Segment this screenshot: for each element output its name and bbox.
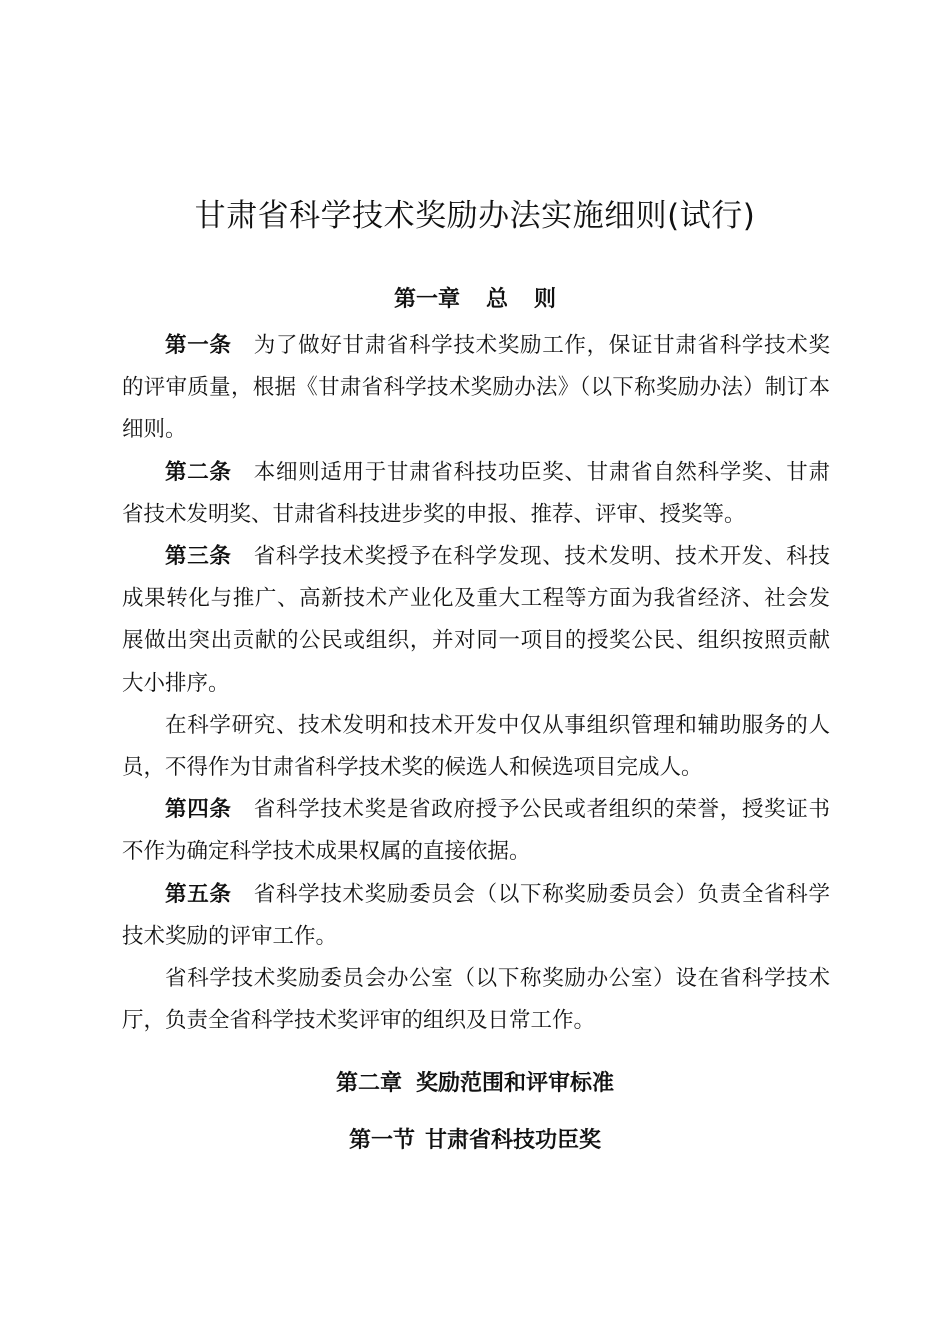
article-1-paragraph	[122, 325, 830, 452]
article-5-continuation	[122, 958, 830, 1042]
article-2-paragraph	[122, 452, 830, 536]
chapter-1-number: 第一章	[393, 287, 460, 312]
document-title: 甘肃省科学技术奖励办法实施细则(试行)	[194, 198, 756, 234]
section-1-name: 甘肃省科技功臣奖	[425, 1128, 602, 1153]
document-body	[122, 325, 830, 1042]
article-text: 在科学研究、技术发明和技术开发中仅从事组织管理和辅助服务的人员，不得作为甘肃省科学技术奖的候选人和候选项目完成人。	[122, 712, 830, 781]
article-text: 省科学技术奖授予在科学发现、技术发明、技术开发、科技成果转化与推广、高新技术产业化及重大工程等方面为我省经济、社会发展做出突出贡献的公民或组织，并对同一项目的授奖公民、组织按照贡献大小排序。	[122, 544, 830, 696]
chapter-1-name: 总	[485, 287, 508, 312]
section-1-heading	[0, 1126, 950, 1156]
article-label: 第一条	[165, 333, 232, 358]
article-label: 第三条	[165, 544, 232, 570]
article-label: 第四条	[165, 797, 232, 823]
article-4-paragraph	[122, 789, 830, 873]
article-label: 第五条	[165, 881, 232, 907]
chapter-1-name-2: 则	[534, 287, 557, 312]
article-text: 省科学技术奖是省政府授予公民或者组织的荣誉，授奖证书不作为确定科学技术成果权属的直接依据。	[122, 797, 830, 865]
article-3-paragraph	[122, 536, 830, 705]
section-1-number: 第一节	[348, 1128, 415, 1153]
chapter-1-heading	[0, 285, 950, 315]
chapter-2-heading	[0, 1069, 950, 1099]
article-text: 省科学技术奖励委员会（以下称奖励委员会）负责全省科学技术奖励的评审工作。	[122, 881, 830, 949]
article-5-paragraph	[122, 874, 830, 958]
chapter-2-number: 第二章	[335, 1071, 402, 1096]
article-text: 本细则适用于甘肃省科技功臣奖、甘肃省自然科学奖、甘肃省技术发明奖、甘肃省科技进步奖的申报、推荐、评审、授奖等。	[122, 459, 830, 527]
article-3-continuation	[122, 705, 830, 789]
article-text: 为了做好甘肃省科学技术奖励工作，保证甘肃省科学技术奖的评审质量，根据《甘肃省科学技术奖励办法》（以下称奖励办法）制订本细则。	[122, 333, 830, 443]
article-label: 第二条	[165, 459, 232, 485]
chapter-2-name: 奖励范围和评审标准	[416, 1071, 615, 1096]
article-text: 省科学技术奖励委员会办公室（以下称奖励办公室）设在省科学技术厅，负责全省科学技术奖评审的组织及日常工作。	[122, 966, 830, 1034]
